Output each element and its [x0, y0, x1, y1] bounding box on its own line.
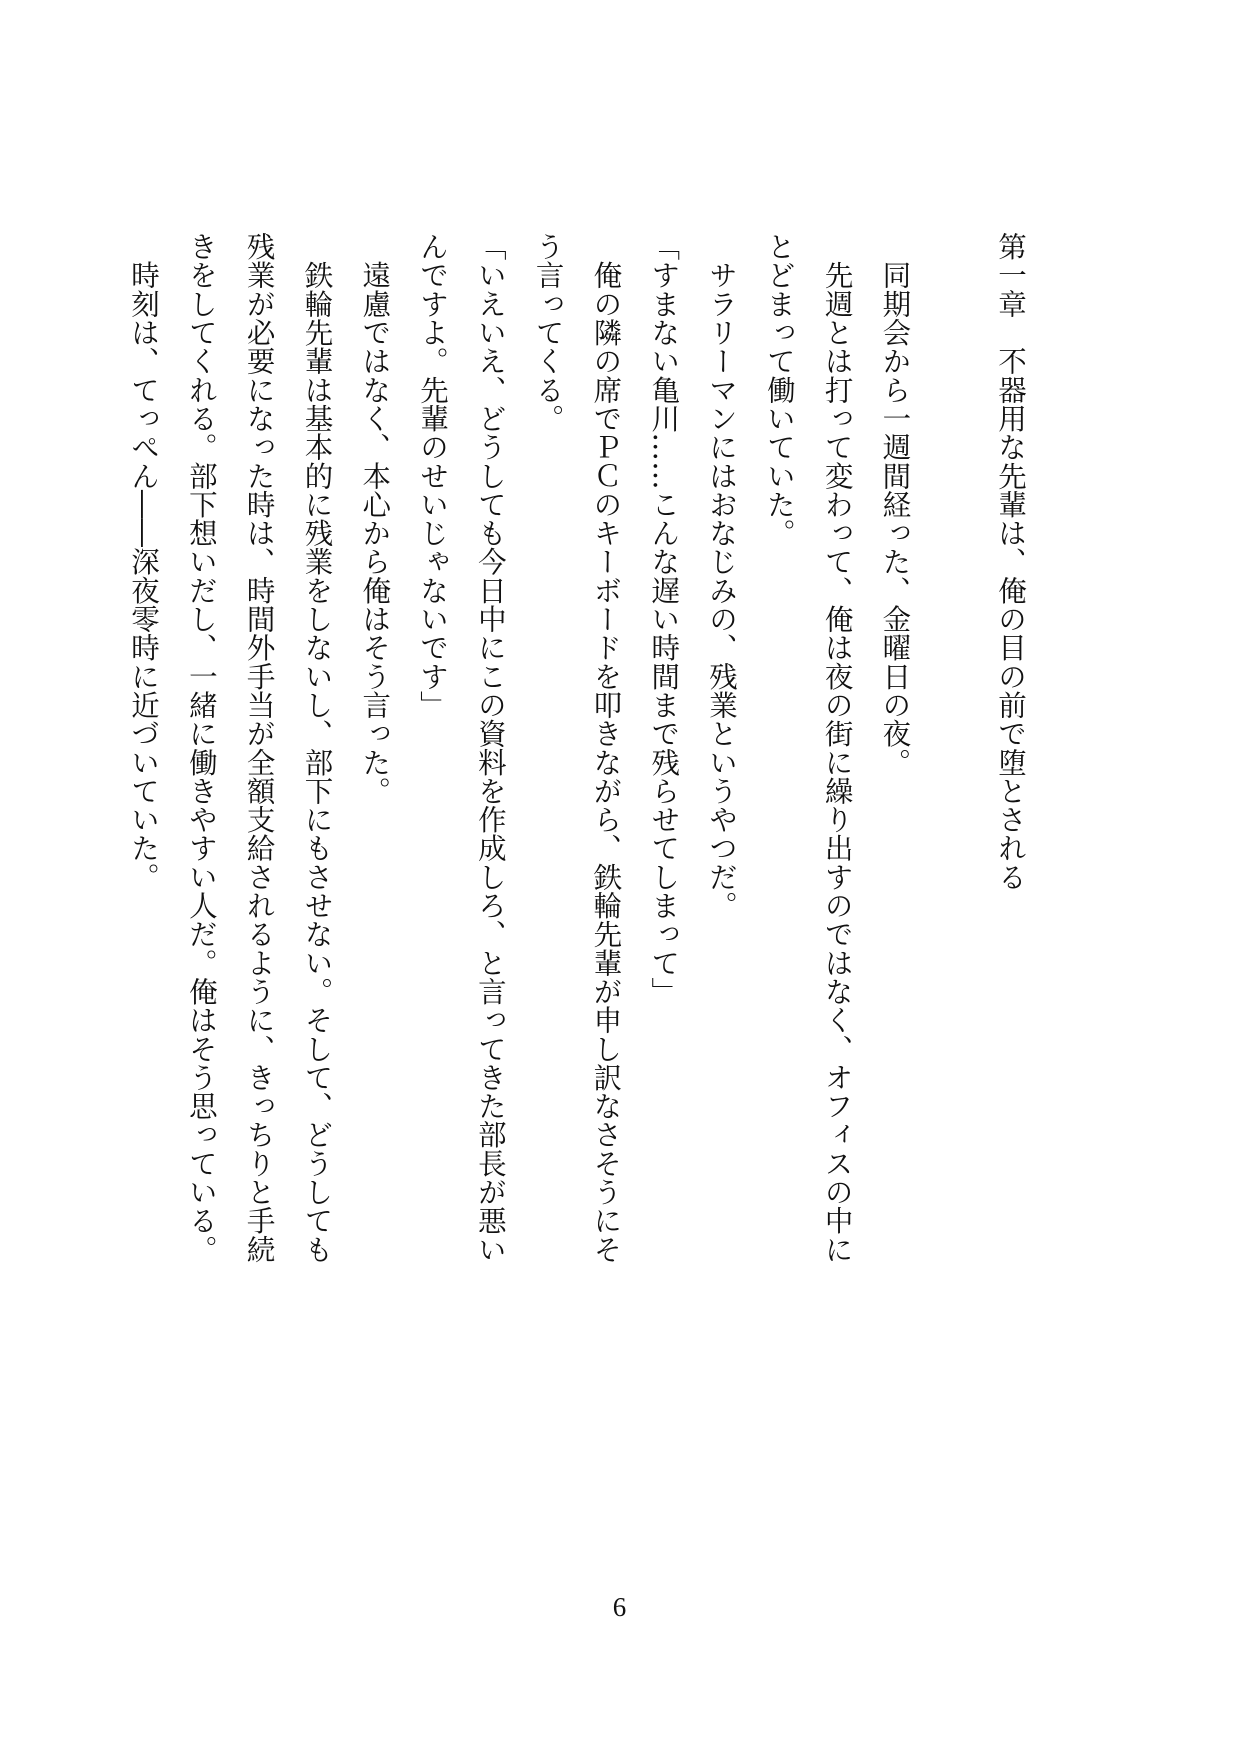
paragraph-line: 同期会から一週間経った、金曜日の夜。	[878, 232, 912, 777]
dialogue-line: んですよ。先輩のせいじゃないです」	[416, 232, 450, 720]
chapter-title: 第一章 不器用な先輩は、俺の目の前で堕とされる	[994, 232, 1027, 891]
paragraph-line: 鉄輪先輩は基本的に残業をしないし、部下にもさせない。そして、どうしても	[300, 232, 334, 1264]
paragraph-line: サラリーマンにはおなじみの、残業というやつだ。	[705, 232, 739, 920]
blank-line	[923, 232, 981, 1162]
paragraph-line: 俺の隣の席でＰＣのキーボードを叩きながら、鉄輪先輩が申し訳なさそうにそ	[589, 232, 623, 1264]
paragraph-line: とどまって働いていた。	[762, 232, 796, 548]
paragraph-line: きをしてくれる。部下想いだし、一緒に働きやすい人だ。俺はそう思っている。	[184, 232, 218, 1264]
vertical-text-body	[114, 232, 1039, 1264]
page-number: 6	[612, 1592, 627, 1622]
paragraph-line: 遠慮ではなく、本心から俺はそう言った。	[358, 232, 392, 805]
paragraph-line: う言ってくる。	[531, 232, 565, 433]
paragraph-line: 先週とは打って変わって、俺は夜の街に繰り出すのではなく、オフィスの中に	[820, 232, 854, 1264]
dialogue-line: 「いえいえ、どうしても今日中にこの資料を作成しろ、と言ってきた部長が悪い	[473, 232, 507, 1264]
dialogue-line: 「すまない亀川……こんな遅い時間まで残らせてしまって」	[647, 232, 681, 1006]
paragraph-line: 時刻は、てっぺん――深夜零時に近づいていた。	[127, 232, 161, 891]
paragraph-line: 残業が必要になった時は、時間外手当が全額支給されるように、きっちりと手続	[242, 232, 276, 1264]
